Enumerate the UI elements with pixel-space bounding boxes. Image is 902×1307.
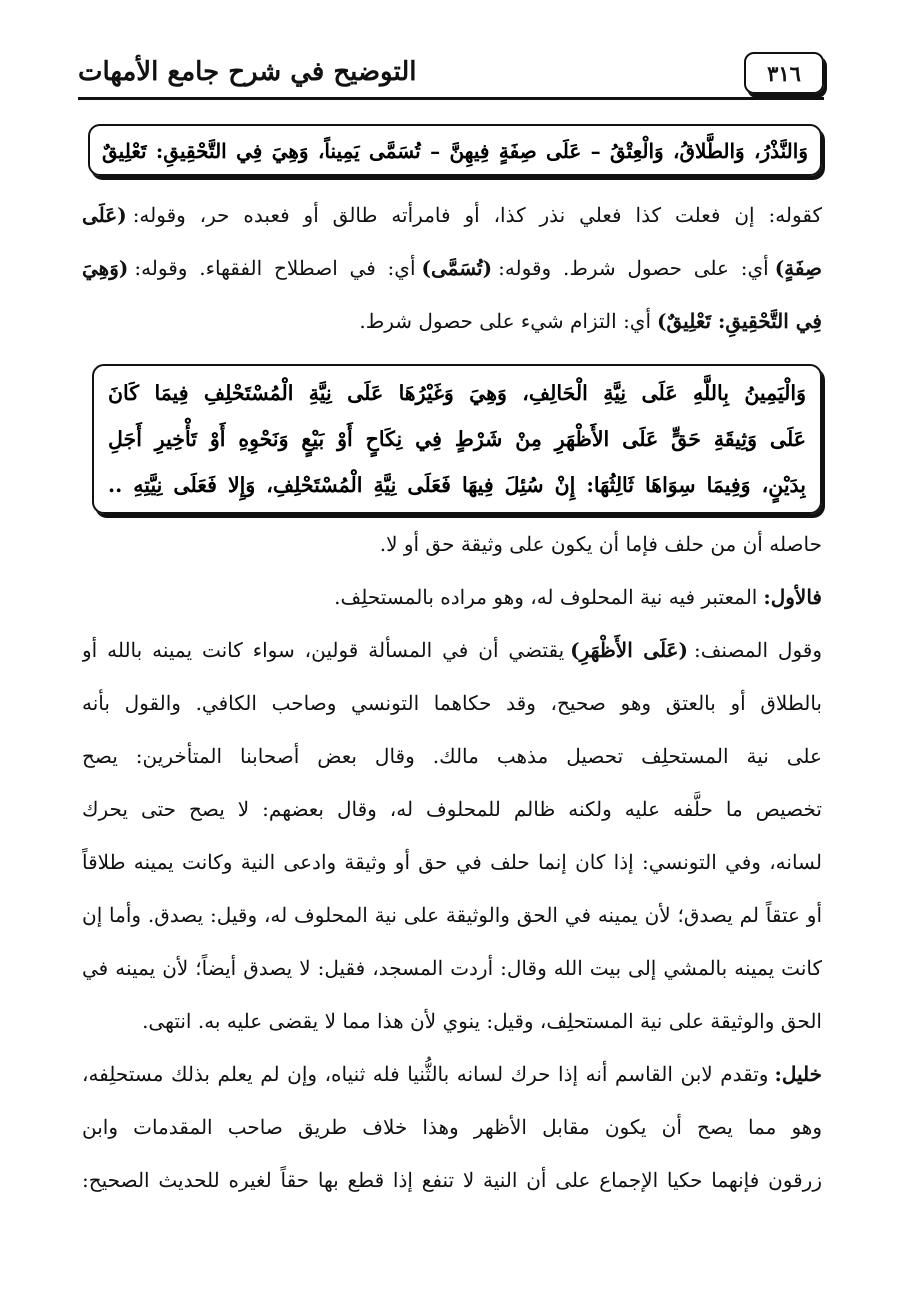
matn-line: عَلَى وَثِيقَةِ حَقٍّ عَلَى الأَظْهَرِ مِنْ شَرْطٍ فِي نِكَاحٍ أَوْ بَيْعٍ وَنَحْوِهِ أَوْ تَأْخِيرِ أَجَلِ — [108, 427, 806, 451]
header-rule — [78, 97, 824, 100]
commentary-line — [82, 242, 822, 295]
commentary-text: أي: التزام شيء على حصول شرط. — [359, 309, 652, 333]
commentary-line: لسانه، وفي التونسي: إذا كان إنما حلف في حق أو وثيقة وادعى النية وكانت يمينه طلاقاً — [82, 850, 822, 874]
lead-word: فالأول: — [763, 585, 822, 609]
quoted-matn: فِي التَّحْقِيقِ: تَعْلِيقٌ) — [657, 309, 822, 333]
quoted-matn: (عَلَى الأَظْهَرِ) — [570, 638, 688, 662]
commentary-line: بالطلاق أو بالعتق وهو صحيح، وقد حكاهما التونسي وصاحب الكافي. والقول بأنه — [82, 691, 822, 715]
commentary-line: الحق والوثيقة على نية المستحلِف، وقيل: ينوي لأن هذا مما لا يقضى عليه به. انتهى. — [142, 1009, 822, 1033]
page-header — [78, 52, 824, 100]
commentary-line — [82, 624, 822, 677]
commentary-text: وتقدم لابن القاسم أنه إذا حرك لسانه بالثُّنيا فله ثنياه، وإن لم يعلم بذلك مستحلِفه، — [82, 1062, 769, 1086]
commentary-text: يقتضي أن في المسألة قولين، سواء كانت يمينه بالله أو — [82, 638, 565, 662]
commentary-line: وهو مما يصح أن يكون مقابل الأظهر وهذا خلاف طريق صاحب المقدمات وابن — [82, 1115, 822, 1139]
commentary-line: زرقون فإنهما حكيا الإجماع على أن النية لا تنفع إذا قطع بها حقاً لغيره للحديث الصحيح: — [82, 1168, 822, 1192]
commentary-text: المعتبر فيه نية المحلوف له، وهو مراده بالمستحلِف. — [334, 585, 758, 609]
matn-box-1 — [88, 124, 822, 176]
matn-line: وَالْيَمِينُ بِاللَّهِ عَلَى نِيَّةِ الْحَالِفِ، وَهِيَ وَغَيْرُهَا عَلَى نِيَّةِ الْمُسْتَحْلِفِ فِيمَا كَانَ — [108, 381, 806, 405]
commentary-text: أي: في اصطلاح الفقهاء. وقوله: — [134, 256, 416, 280]
commentary-line — [82, 1048, 822, 1101]
quoted-matn: صِفَةٍ) — [774, 256, 822, 280]
commentary-block-1 — [82, 189, 822, 348]
quoted-matn: (تُسَمَّى) — [421, 256, 493, 280]
commentary-line — [82, 571, 822, 624]
page-number: ٣١٦ — [767, 60, 801, 86]
commentary-text: كقوله: إن فعلت كذا فعلي نذر كذا، أو فامرأته طالق أو فعبده حر، وقوله: — [132, 203, 822, 227]
page-number-box — [744, 52, 824, 94]
commentary-line: أو عتقاً لم يصدق؛ لأن يمينه في الحق والوثيقة على نية المحلوف له، وقيل: يصدق. وأما إن — [82, 903, 822, 927]
commentary-text: أي: على حصول شرط. وقوله: — [498, 256, 769, 280]
matn-line: وَالنَّذْرُ، وَالطَّلاقُ، وَالْعِتْقُ – عَلَى صِفَةٍ فِيهِنَّ – تُسَمَّى يَمِيناً، وَهِيَ فِي التَّحْقِيقِ: تَعْلِيقٌ — [102, 139, 808, 163]
commentary-line — [82, 295, 822, 348]
matn-box-2 — [92, 364, 822, 514]
commentary-line: حاصله أن من حلف فإما أن يكون على وثيقة حق أو لا. — [379, 532, 822, 556]
commentary-block-2 — [82, 518, 822, 1207]
matn-line: بِدَيْنٍ، وَفِيمَا سِوَاهَا ثَالِثُهَا: إِنْ سُئِلَ فِيهَا فَعَلَى نِيَّةِ الْمُسْتَحْلِفِ، وَإِلا فَعَلَى نِيَّتِهِ .. — [108, 473, 806, 497]
commentary-line: على نية المستحلِف تحصيل مذهب مالك. وقال بعض أصحابنا المتأخرين: يصح — [82, 744, 822, 768]
running-title: التوضيح في شرح جامع الأمهات — [78, 57, 417, 87]
commentary-line — [82, 189, 822, 242]
commentary-line: كانت يمينه بالمشي إلى بيت الله وقال: أردت المسجد، فقيل: لا يصدق أيضاً؛ لأن يمينه في — [82, 956, 822, 980]
lead-word: خليل: — [774, 1062, 822, 1086]
commentary-text: وقول المصنف: — [693, 638, 822, 662]
quoted-matn: (عَلَى — [82, 203, 127, 227]
quoted-matn: (وَهِيَ — [82, 256, 129, 280]
commentary-line: تخصيص ما حلَّفه عليه ولكنه ظالم للمحلوف له، وقال بعضهم: لا يصح حتى يحرك — [82, 797, 822, 821]
